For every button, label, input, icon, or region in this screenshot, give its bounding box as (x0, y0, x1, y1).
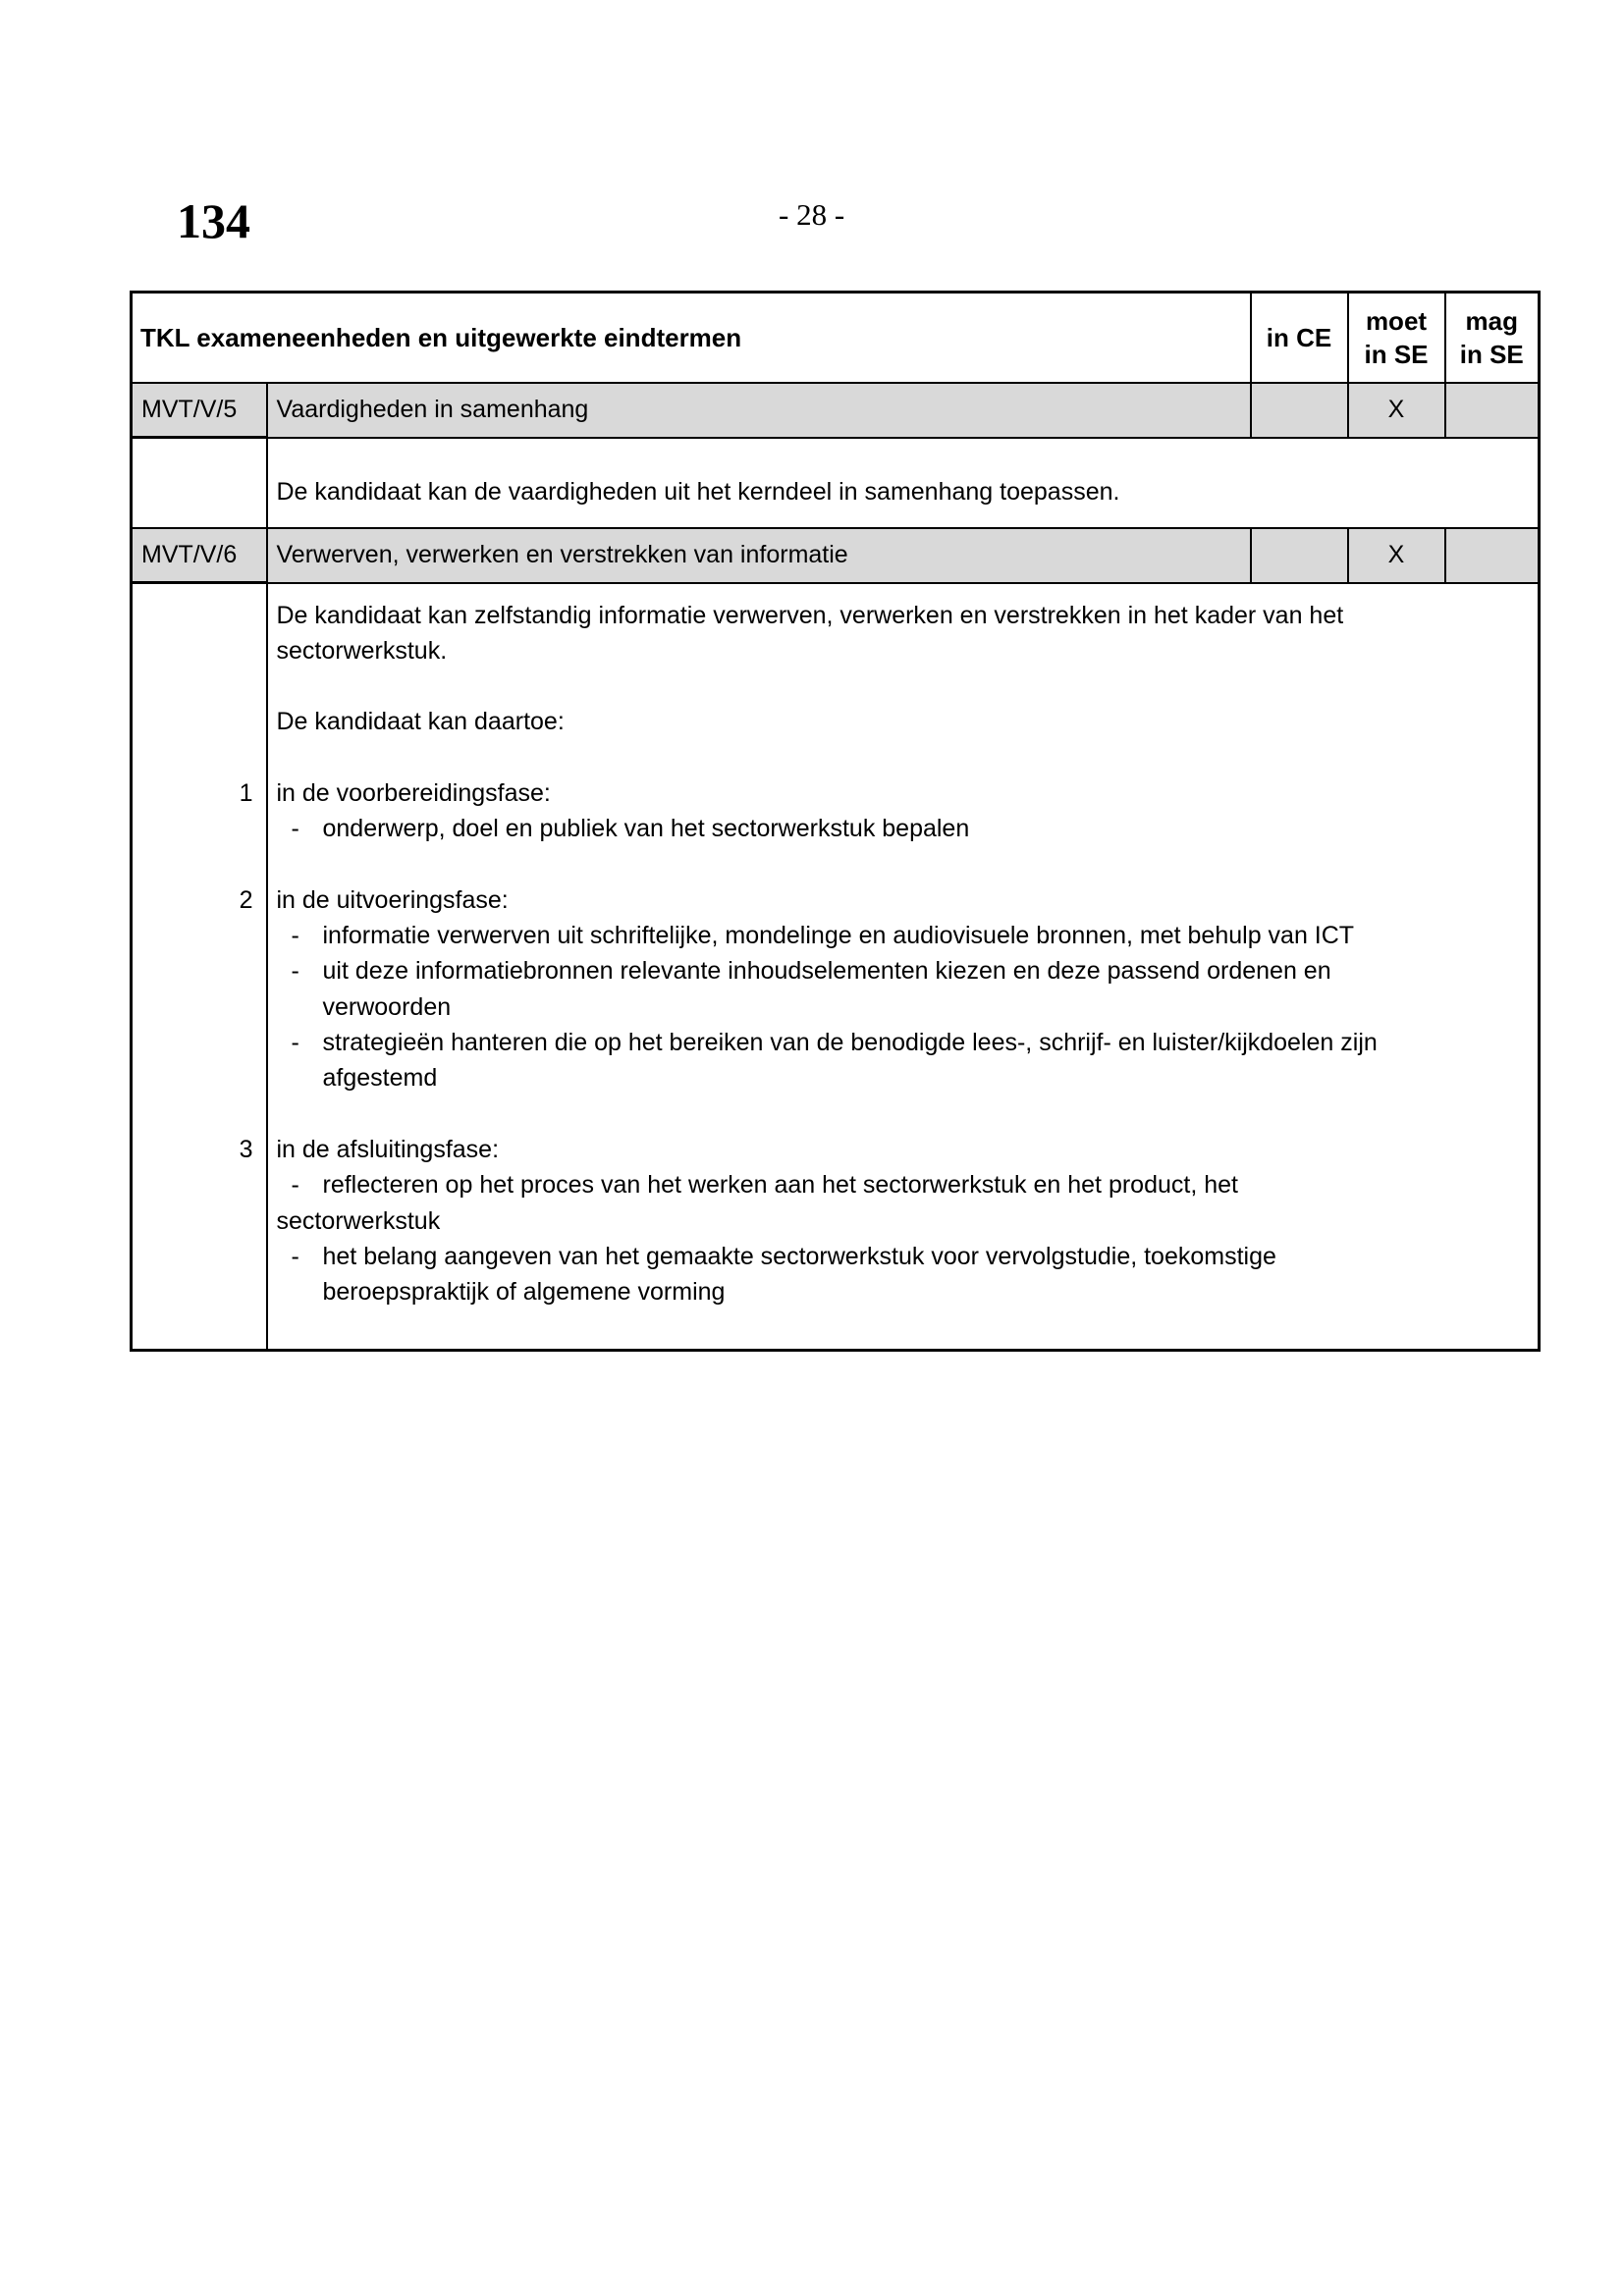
unit-row-mvt-v-6 (132, 528, 1540, 583)
bullet-continuation: sectorwerkstuk (276, 1206, 441, 1235)
dash-bullet-icon: - (291, 1029, 299, 1057)
header-mag-line2: in SE (1459, 340, 1524, 369)
eindtermen-table (130, 291, 1541, 1352)
number-cell (132, 583, 267, 1351)
phase-title (239, 882, 1530, 918)
page-number: - 28 - (779, 197, 845, 232)
phase-number: 1 (239, 778, 253, 807)
phase-number: 3 (239, 1135, 253, 1163)
header-mag-in-se (1445, 293, 1540, 384)
unit-in-ce (1251, 383, 1348, 438)
header-moet-in-se (1348, 293, 1445, 384)
description-cell (267, 438, 1540, 529)
header-moet-line2: in SE (1364, 340, 1429, 369)
phase-title-text: in de uitvoeringsfase: (276, 885, 509, 914)
bullet-continuation: verwoorden (322, 992, 452, 1021)
unit-mag-in-se (1445, 383, 1540, 438)
unit-moet-in-se: X (1348, 528, 1445, 583)
bullet-continuation: afgestemd (322, 1064, 438, 1093)
dash-bullet-icon: - (291, 1242, 299, 1270)
dash-bullet-icon: - (291, 957, 299, 986)
unit-moet-in-se: X (1348, 383, 1445, 438)
phase-title (239, 775, 1530, 811)
document-number: 134 (177, 193, 250, 248)
unit-code: MVT/V/6 (132, 528, 267, 583)
unit-code: MVT/V/5 (132, 383, 267, 438)
unit-in-ce (1251, 528, 1348, 583)
unit-name: Verwerven, verwerken en verstrekken van informatie (267, 528, 1251, 583)
header-moet-line1: moet (1365, 306, 1428, 336)
intro-line: De kandidaat kan zelfstandig informatie verwerven, verwerken en verstrekken in het kader van het (276, 601, 1344, 629)
bullet-item: - uit deze informatiebronnen relevante inhoudselementen kiezen en deze passend ordenen en (277, 953, 1530, 988)
unit-mag-in-se (1445, 528, 1540, 583)
phase-title-text: in de voorbereidingsfase: (276, 778, 551, 807)
header-in-ce: in CE (1251, 293, 1348, 384)
dash-bullet-icon: - (291, 922, 299, 950)
bullet-continuation: beroepspraktijk of algemene vorming (322, 1278, 726, 1307)
dash-bullet-icon: - (291, 815, 299, 843)
unit-row-mvt-v-5 (132, 383, 1540, 438)
bullet-item: - onderwerp, doel en publiek van het sectorwerkstuk bepalen (277, 811, 1530, 846)
phase-title-text: in de afsluitingsfase: (276, 1135, 500, 1163)
unit-name: Vaardigheden in samenhang (267, 383, 1251, 438)
bullet-item: - informatie verwerven uit schriftelijke, mondelinge en audiovisuele bronnen, met behulp van ICT (277, 918, 1530, 953)
phase-number: 2 (239, 885, 253, 914)
unit-description: De kandidaat kan de vaardigheden uit het kerndeel in samenhang toepassen. (276, 477, 1120, 506)
lead-line: De kandidaat kan daartoe: (276, 708, 565, 736)
bullet-item: - het belang aangeven van het gemaakte sectorwerkstuk voor vervolgstudie, toekomstige (277, 1239, 1530, 1274)
table-title: TKL exameneenheden en uitgewerkte eindtermen (132, 293, 1251, 384)
dash-bullet-icon: - (291, 1171, 299, 1200)
bullet-item: - reflecteren op het proces van het werken aan het sectorwerkstuk en het product, het (277, 1167, 1530, 1202)
unit-body-mvt-v-6 (132, 583, 1540, 1351)
number-cell (132, 438, 267, 529)
intro-line: sectorwerkstuk. (276, 636, 448, 665)
bullet-item: - strategieën hanteren die op het bereiken van de benodigde lees-, schrijf- en luister/kijkdoelen zijn (277, 1025, 1530, 1060)
header-mag-line1: mag (1465, 306, 1518, 336)
unit-body-mvt-v-5 (132, 438, 1540, 529)
phase-title (239, 1132, 1530, 1167)
description-cell (239, 583, 1540, 1351)
table-header-row (132, 293, 1540, 384)
